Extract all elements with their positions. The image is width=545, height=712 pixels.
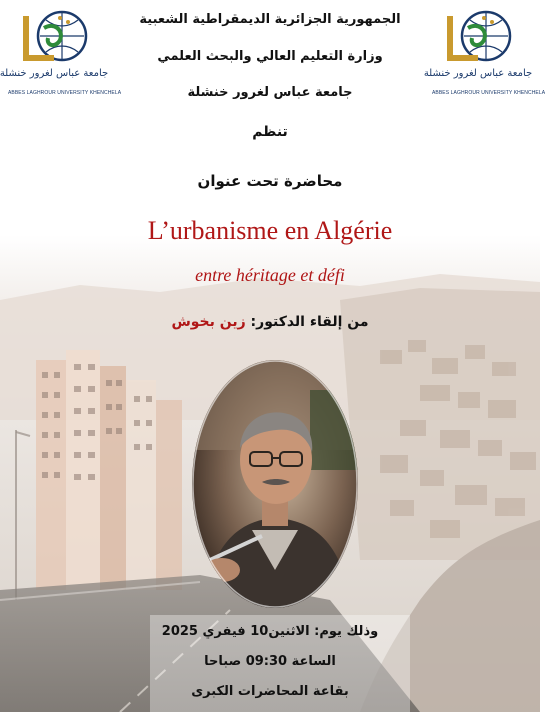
- lecture-title: L’urbanisme en Algérie: [147, 216, 393, 245]
- header-university: جامعة عباس لغرور خنشلة: [187, 85, 353, 100]
- event-venue: بقاعة المحاضرات الكبرى: [191, 684, 349, 699]
- header-ministry: وزارة التعليم العالي والبحث العلمي: [157, 49, 383, 64]
- speaker-prefix: من إلقاء الدكتور:: [250, 314, 369, 330]
- lecture-subtitle: entre héritage et défi: [195, 265, 345, 285]
- lecture-intro-label: محاضرة تحت عنوان: [197, 172, 343, 190]
- speaker-line: [0, 314, 540, 330]
- event-date: وذلك يوم: الاثنين10 فيفري 2025: [161, 624, 379, 639]
- event-time: الساعة 09:30 صباحا: [204, 654, 336, 669]
- speaker-portrait: [192, 360, 358, 608]
- logo-latin-name: ABBES LAGHROUR UNIVERSITY KHENCHELA: [432, 90, 545, 96]
- logo-arabic-name: جامعة عباس لغرور خنشلة: [0, 68, 109, 79]
- header-republic: الجمهورية الجزائرية الديمقراطية الشعبية: [139, 12, 401, 27]
- organizes-label: تنظم: [252, 124, 288, 140]
- logo-latin-name: ABBES LAGHROUR UNIVERSITY KHENCHELA: [8, 90, 122, 96]
- logo-arabic-name: جامعة عباس لغرور خنشلة: [423, 68, 533, 79]
- speaker-name: زين بخوش: [171, 314, 246, 330]
